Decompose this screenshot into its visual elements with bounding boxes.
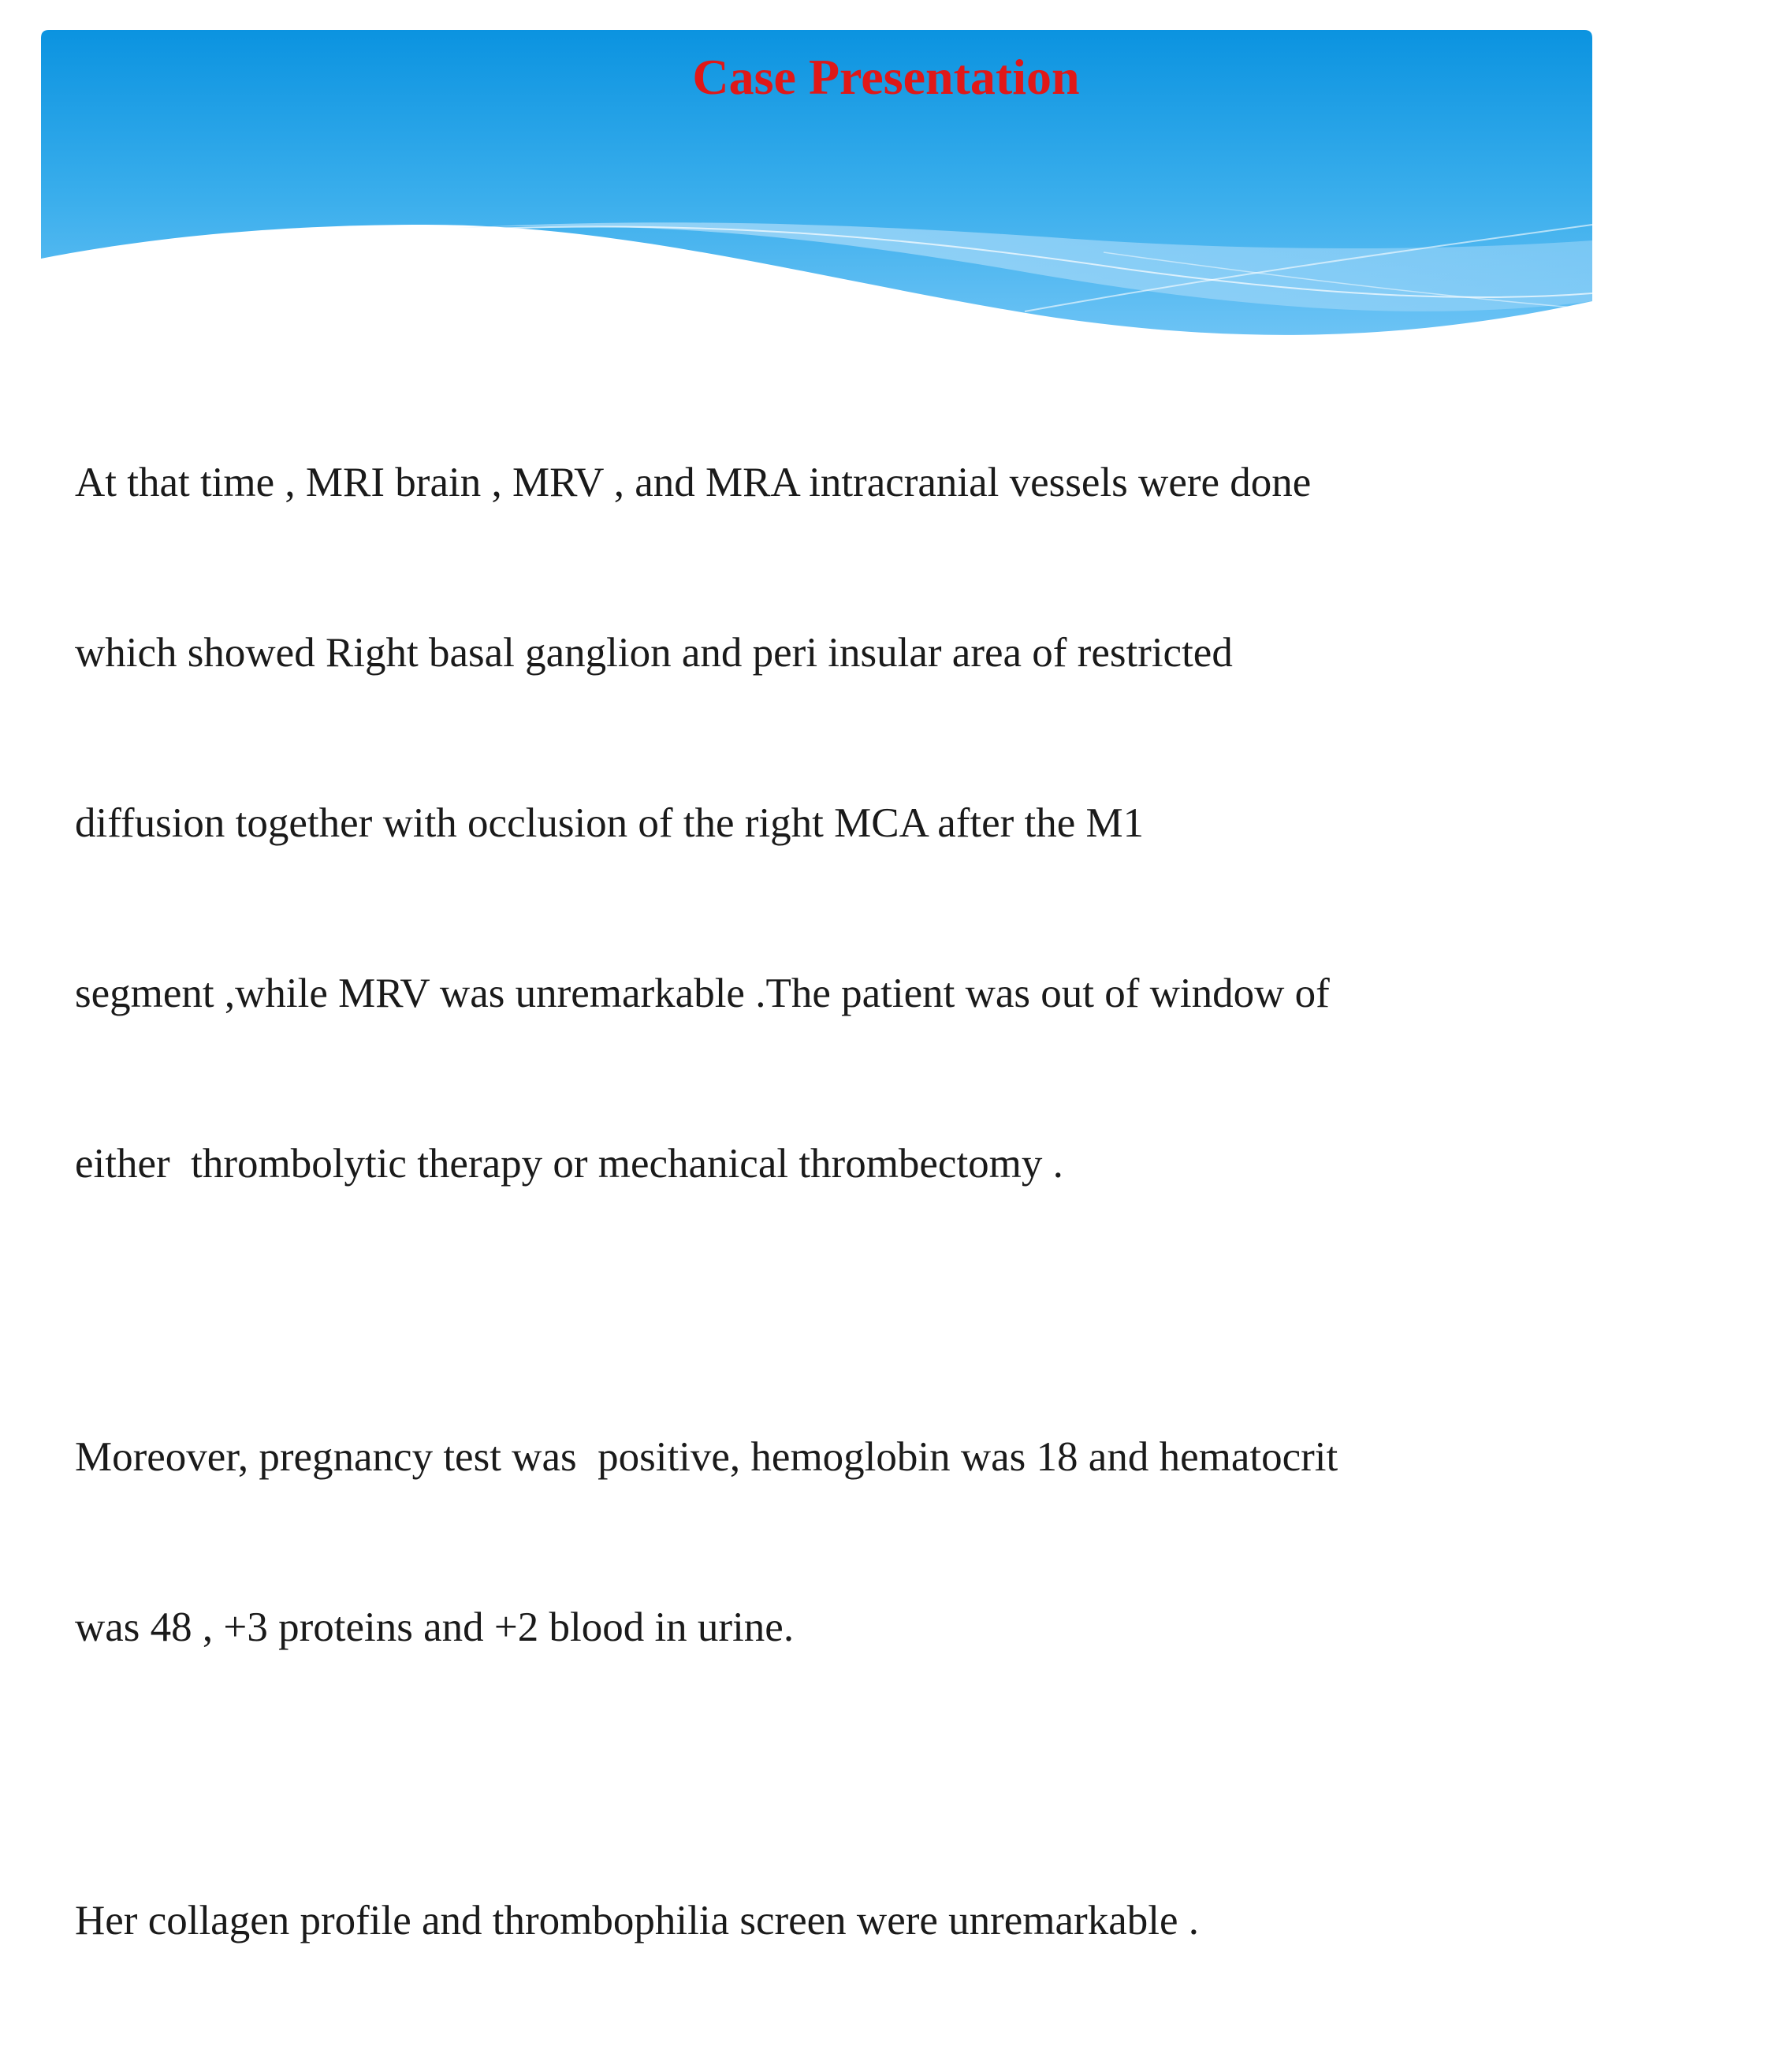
body-line: was 48 , +3 proteins and +2 blood in urine. [75, 1604, 795, 1650]
body-line: Moreover, pregnancy test was positive, hemoglobin was 18 and hematocrit [75, 1434, 1338, 1480]
body-line: segment ,while MRV was unremarkable .The patient was out of window of [75, 971, 1330, 1016]
body-paragraph [75, 1315, 1573, 1769]
body-paragraph [75, 1779, 1573, 2063]
slide-body [75, 341, 1573, 2072]
body-line: Her collagen profile and thrombophilia screen were unremarkable . [75, 1898, 1199, 1943]
body-line: either thrombolytic therapy or mechanical thrombectomy . [75, 1141, 1063, 1187]
body-line: which showed Right basal ganglion and peri insular area of restricted [75, 630, 1233, 676]
slide-title: Case Presentation [692, 49, 1080, 105]
body-paragraph [75, 341, 1573, 1306]
body-line: diffusion together with occlusion of the right MCA after the M1 [75, 800, 1145, 846]
body-line: At that time , MRI brain , MRV , and MRA intracranial vessels were done [75, 460, 1312, 505]
